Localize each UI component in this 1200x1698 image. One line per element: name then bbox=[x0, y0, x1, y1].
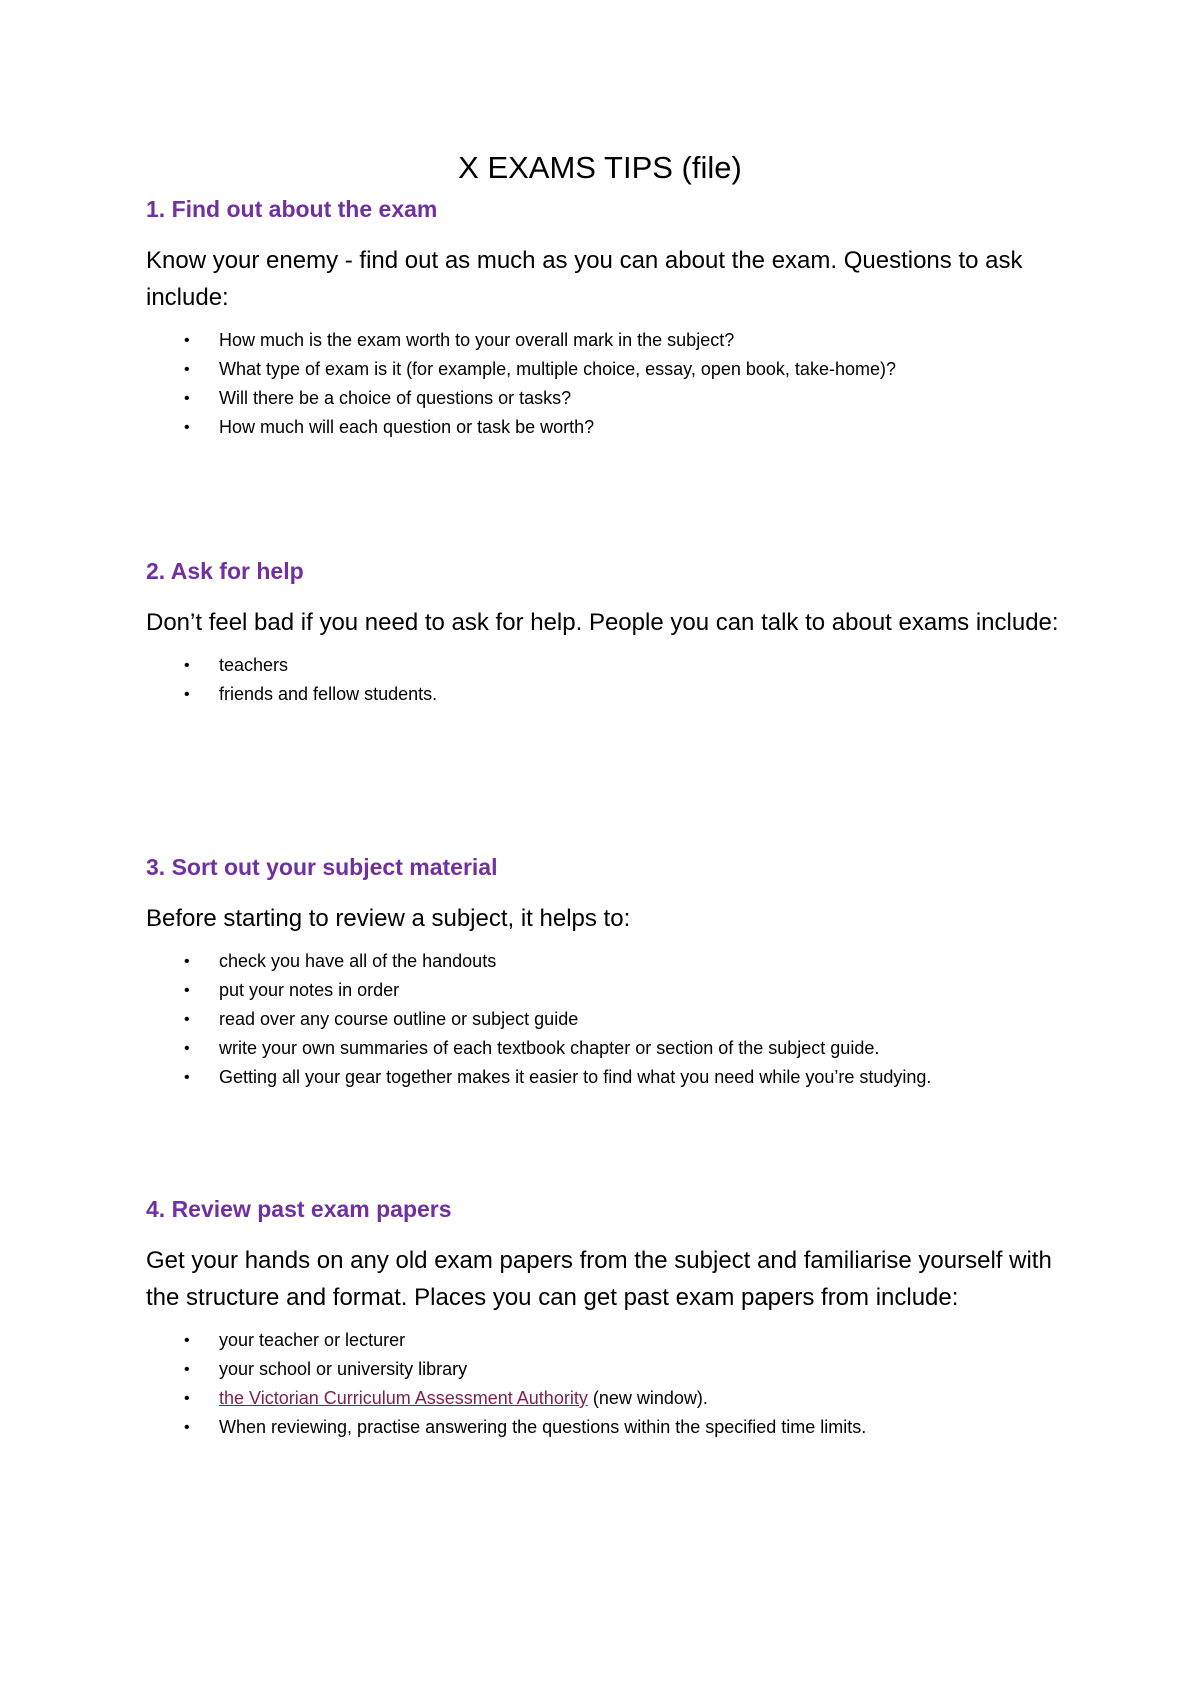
section-sort-out-subject-material bbox=[146, 852, 1066, 1092]
vcaa-link[interactable]: the Victorian Curriculum Assessment Authority bbox=[219, 1388, 588, 1408]
list-item-text: friends and fellow students. bbox=[219, 684, 438, 704]
bullet-icon: • bbox=[184, 1011, 190, 1028]
list-item-text: read over any course outline or subject guide bbox=[219, 1009, 579, 1029]
section-intro: Know your enemy - find out as much as you can about the exam. Questions to ask include: bbox=[146, 247, 1023, 311]
bullet-list bbox=[146, 947, 1066, 1092]
list-item bbox=[146, 651, 1066, 680]
bullet-icon: • bbox=[184, 1069, 190, 1086]
section-heading: 3. Sort out your subject material bbox=[146, 854, 498, 880]
bullet-icon: • bbox=[184, 1419, 190, 1436]
bullet-icon: • bbox=[184, 332, 190, 349]
bullet-icon: • bbox=[184, 390, 190, 407]
bullet-icon: • bbox=[184, 1040, 190, 1057]
list-item-text: How much is the exam worth to your overall mark in the subject? bbox=[219, 330, 735, 350]
link-suffix: (new window). bbox=[587, 1388, 708, 1408]
list-item-text: What type of exam is it (for example, multiple choice, essay, open book, take-home)? bbox=[219, 359, 896, 379]
list-item-text: check you have all of the handouts bbox=[219, 951, 497, 971]
section-heading: 2. Ask for help bbox=[146, 558, 304, 584]
document-page bbox=[146, 0, 1066, 1698]
list-item bbox=[146, 947, 1066, 976]
list-item-text: your teacher or lecturer bbox=[219, 1330, 406, 1350]
list-item-text: teachers bbox=[219, 655, 289, 675]
list-item bbox=[146, 1355, 1066, 1384]
bullet-icon: • bbox=[184, 1361, 190, 1378]
list-item-text: Getting all your gear together makes it easier to find what you need while you’re studying. bbox=[219, 1067, 932, 1087]
list-item bbox=[146, 326, 1066, 355]
section-find-out-about-exam bbox=[146, 194, 1066, 442]
list-item bbox=[146, 355, 1066, 384]
list-item bbox=[146, 1413, 1066, 1442]
section-heading: 1. Find out about the exam bbox=[146, 196, 438, 222]
section-ask-for-help bbox=[146, 556, 1066, 709]
list-item bbox=[146, 1005, 1066, 1034]
list-item bbox=[146, 680, 1066, 709]
list-item-text: Will there be a choice of questions or tasks? bbox=[219, 388, 572, 408]
list-item-text: How much will each question or task be worth? bbox=[219, 417, 595, 437]
list-item bbox=[146, 1326, 1066, 1355]
bullet-icon: • bbox=[184, 982, 190, 999]
section-intro: Before starting to review a subject, it helps to: bbox=[146, 905, 631, 932]
bullet-icon: • bbox=[184, 361, 190, 378]
bullet-icon: • bbox=[184, 686, 190, 703]
section-review-past-exam-papers bbox=[146, 1194, 1066, 1442]
list-item bbox=[146, 1034, 1066, 1063]
list-item-text: your school or university library bbox=[219, 1359, 468, 1379]
bullet-icon: • bbox=[184, 953, 190, 970]
section-heading: 4. Review past exam papers bbox=[146, 1196, 452, 1222]
bullet-icon: • bbox=[184, 419, 190, 436]
bullet-list bbox=[146, 1326, 1066, 1442]
bullet-icon: • bbox=[184, 1390, 190, 1407]
list-item bbox=[146, 976, 1066, 1005]
list-item-text: When reviewing, practise answering the questions within the specified time limits. bbox=[219, 1417, 867, 1437]
list-item bbox=[146, 1063, 1066, 1092]
list-item bbox=[146, 413, 1066, 442]
bullet-icon: • bbox=[184, 657, 190, 674]
document-title: X EXAMS TIPS (file) bbox=[458, 150, 742, 185]
list-item-text: write your own summaries of each textbook chapter or section of the subject guide. bbox=[219, 1038, 880, 1058]
list-item-text: put your notes in order bbox=[219, 980, 400, 1000]
bullet-list bbox=[146, 651, 1066, 709]
bullet-icon: • bbox=[184, 1332, 190, 1349]
list-item bbox=[146, 384, 1066, 413]
bullet-list bbox=[146, 326, 1066, 442]
list-item bbox=[146, 1384, 1066, 1413]
section-intro: Don’t feel bad if you need to ask for help. People you can talk to about exams include: bbox=[146, 609, 1059, 636]
section-intro: Get your hands on any old exam papers from the subject and familiarise yourself with the structure and format. Places you can get past exam papers from include: bbox=[146, 1247, 1052, 1311]
